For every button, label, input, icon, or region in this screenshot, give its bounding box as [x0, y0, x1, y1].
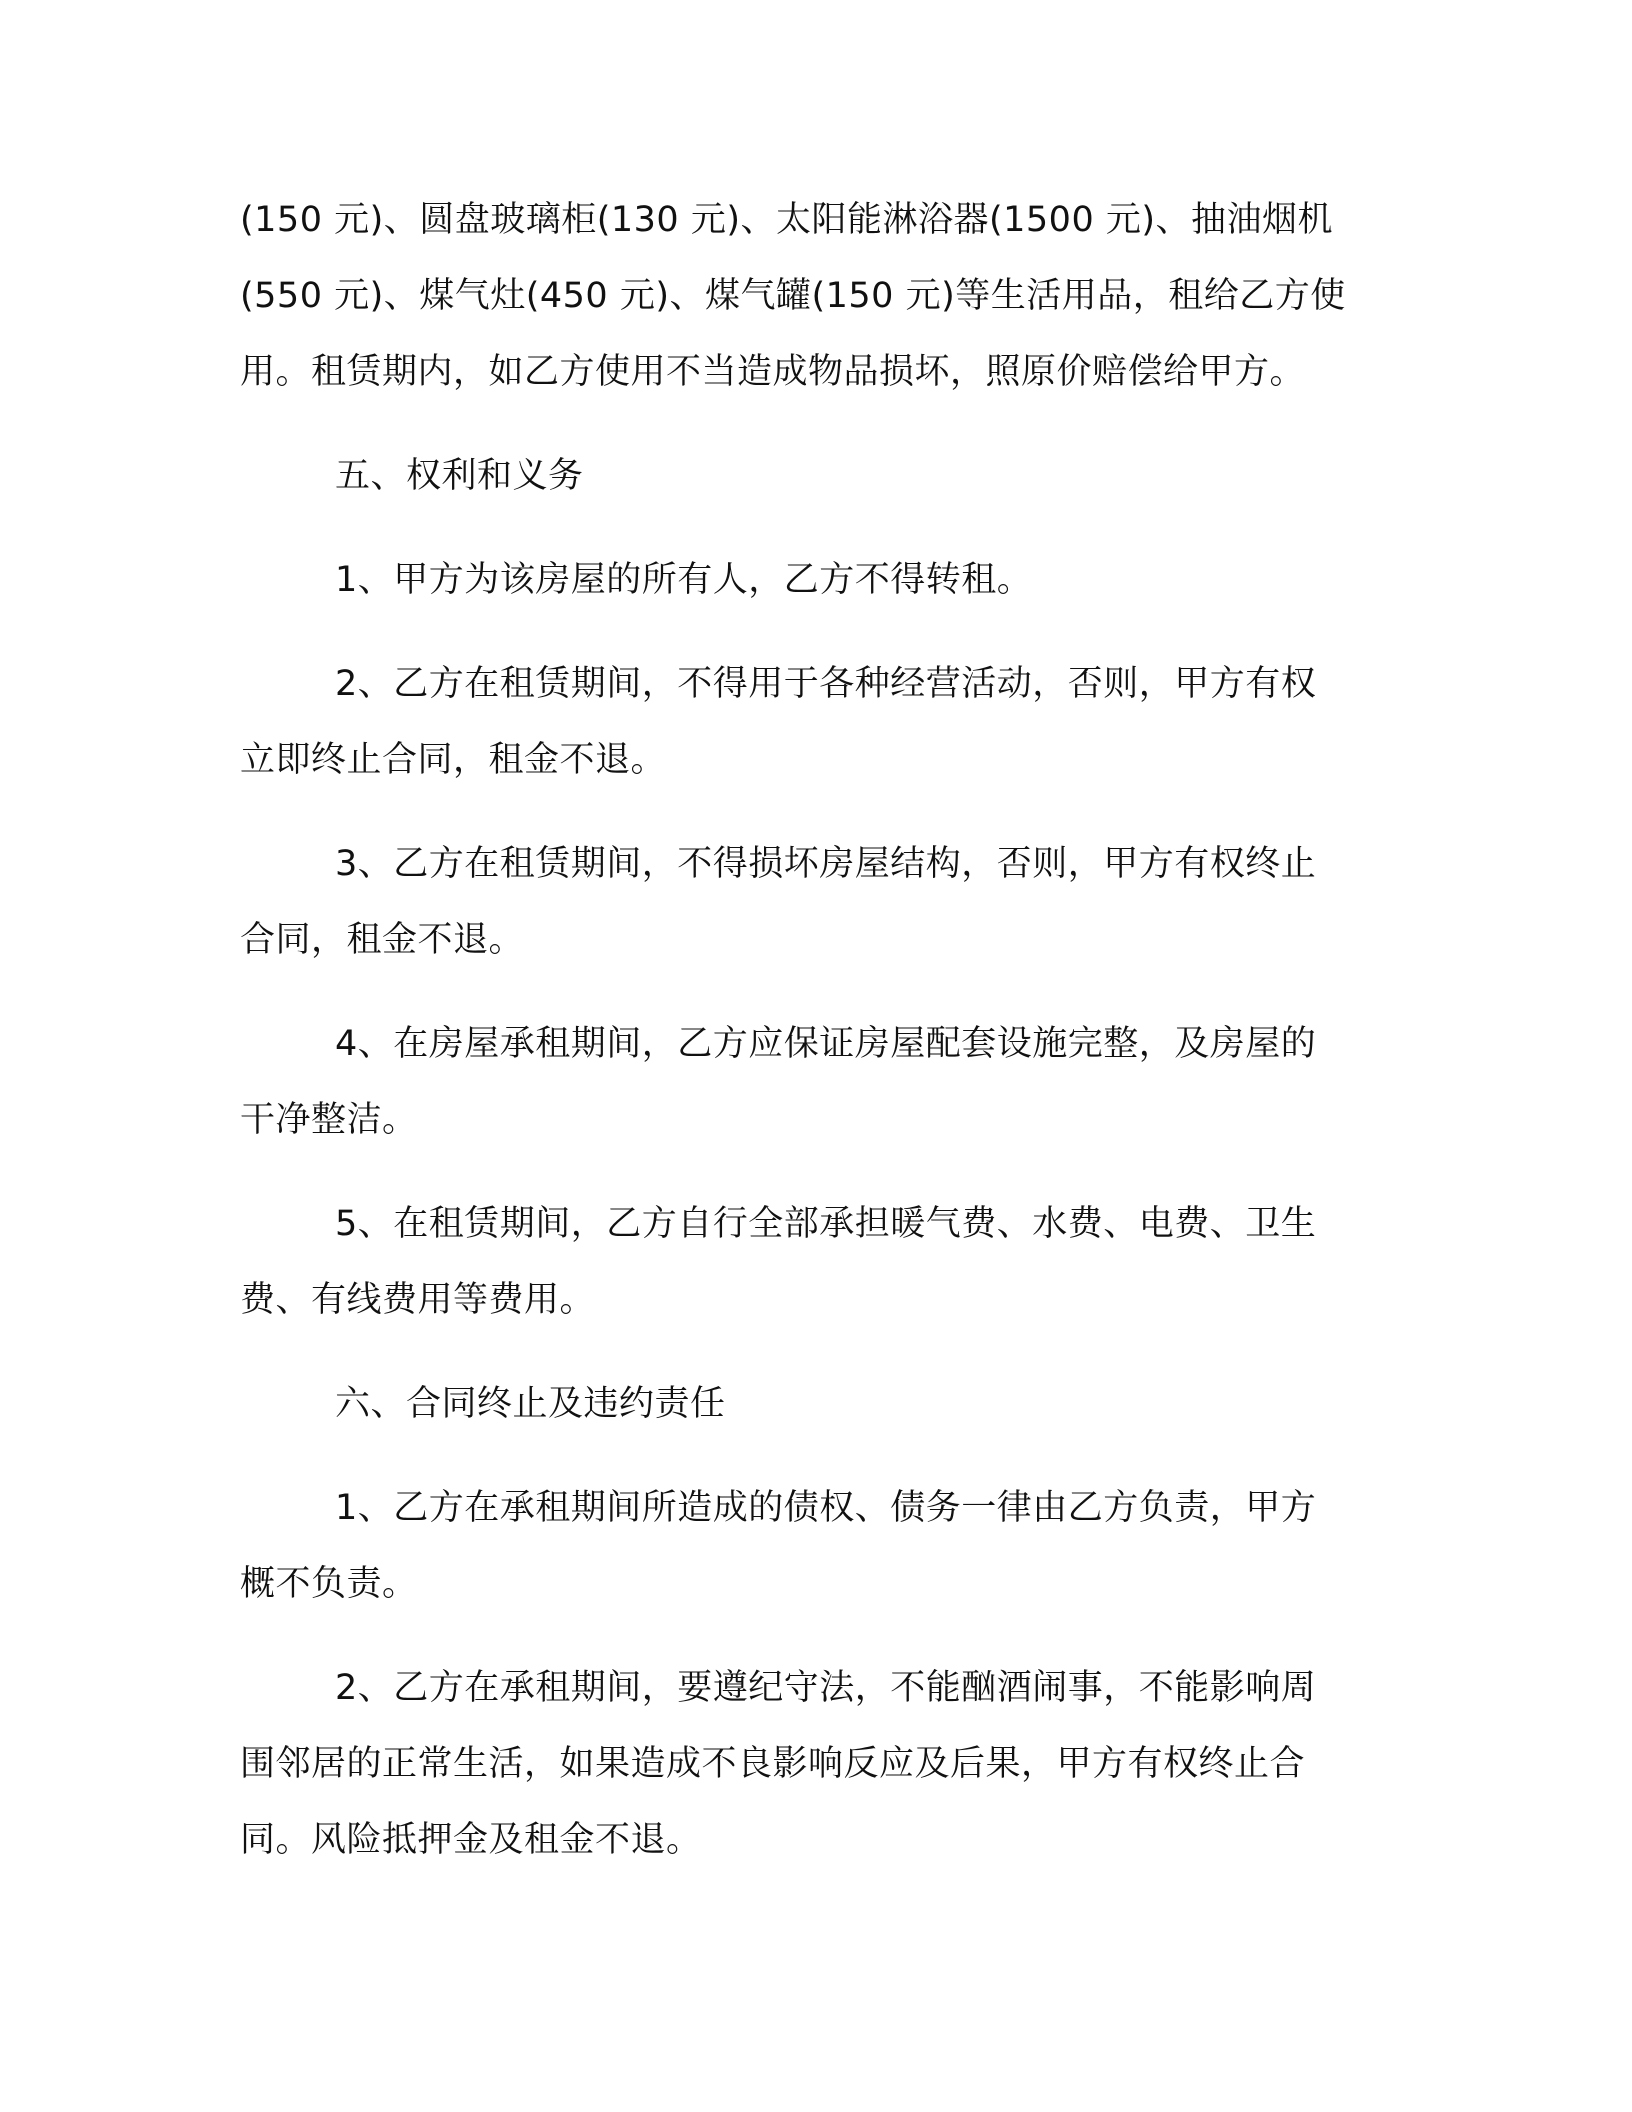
clause-6-2: [240, 1650, 1360, 1878]
text-line: 立即终止合同，租金不退。: [240, 740, 667, 780]
text-line: 概不负责。: [240, 1564, 418, 1604]
text-line: 5、在租赁期间，乙方自行全部承担暖气费、水费、电费、卫生: [335, 1204, 1317, 1244]
section-heading-rights: [240, 438, 1360, 514]
clause-5-2: [240, 646, 1360, 798]
text-line: 1、乙方在承租期间所造成的债权、债务一律由乙方负责，甲方: [335, 1488, 1317, 1528]
text-line: 1、甲方为该房屋的所有人，乙方不得转租。: [335, 560, 1033, 600]
text-line: 干净整洁。: [240, 1100, 418, 1140]
section-heading: 六、合同终止及违约责任: [335, 1384, 726, 1424]
section-heading-termination: [240, 1366, 1360, 1442]
text-line: 4、在房屋承租期间，乙方应保证房屋配套设施完整，及房屋的: [335, 1024, 1317, 1064]
clause-6-1: [240, 1470, 1360, 1622]
text-line: 用。租赁期内，如乙方使用不当造成物品损坏，照原价赔偿给甲方。: [240, 352, 1306, 392]
text-line: 3、乙方在租赁期间，不得损坏房屋结构，否则，甲方有权终止: [335, 844, 1317, 884]
clause-5-4: [240, 1006, 1360, 1158]
clause-5-5: [240, 1186, 1360, 1338]
text-line: 同。风险抵押金及租金不退。: [240, 1820, 702, 1860]
text-line: 合同，租金不退。: [240, 920, 525, 960]
text-line: 2、乙方在承租期间，要遵纪守法，不能酗酒闹事，不能影响周: [335, 1668, 1317, 1708]
section-heading: 五、权利和义务: [335, 456, 584, 496]
clause-5-1: [240, 542, 1360, 618]
text-line: 围邻居的正常生活，如果造成不良影响反应及后果，甲方有权终止合: [240, 1744, 1306, 1784]
paragraph-appliances: [240, 182, 1360, 410]
document-body: [240, 182, 1360, 1878]
clause-5-3: [240, 826, 1360, 978]
text-line: 费、有线费用等费用。: [240, 1280, 596, 1320]
text-line: (150 元)、圆盘玻璃柜(130 元)、太阳能淋浴器(1500 元)、抽油烟机: [240, 200, 1333, 240]
text-line: 2、乙方在租赁期间，不得用于各种经营活动，否则，甲方有权: [335, 664, 1317, 704]
text-line: (550 元)、煤气灶(450 元)、煤气罐(150 元)等生活用品，租给乙方使: [240, 276, 1346, 316]
